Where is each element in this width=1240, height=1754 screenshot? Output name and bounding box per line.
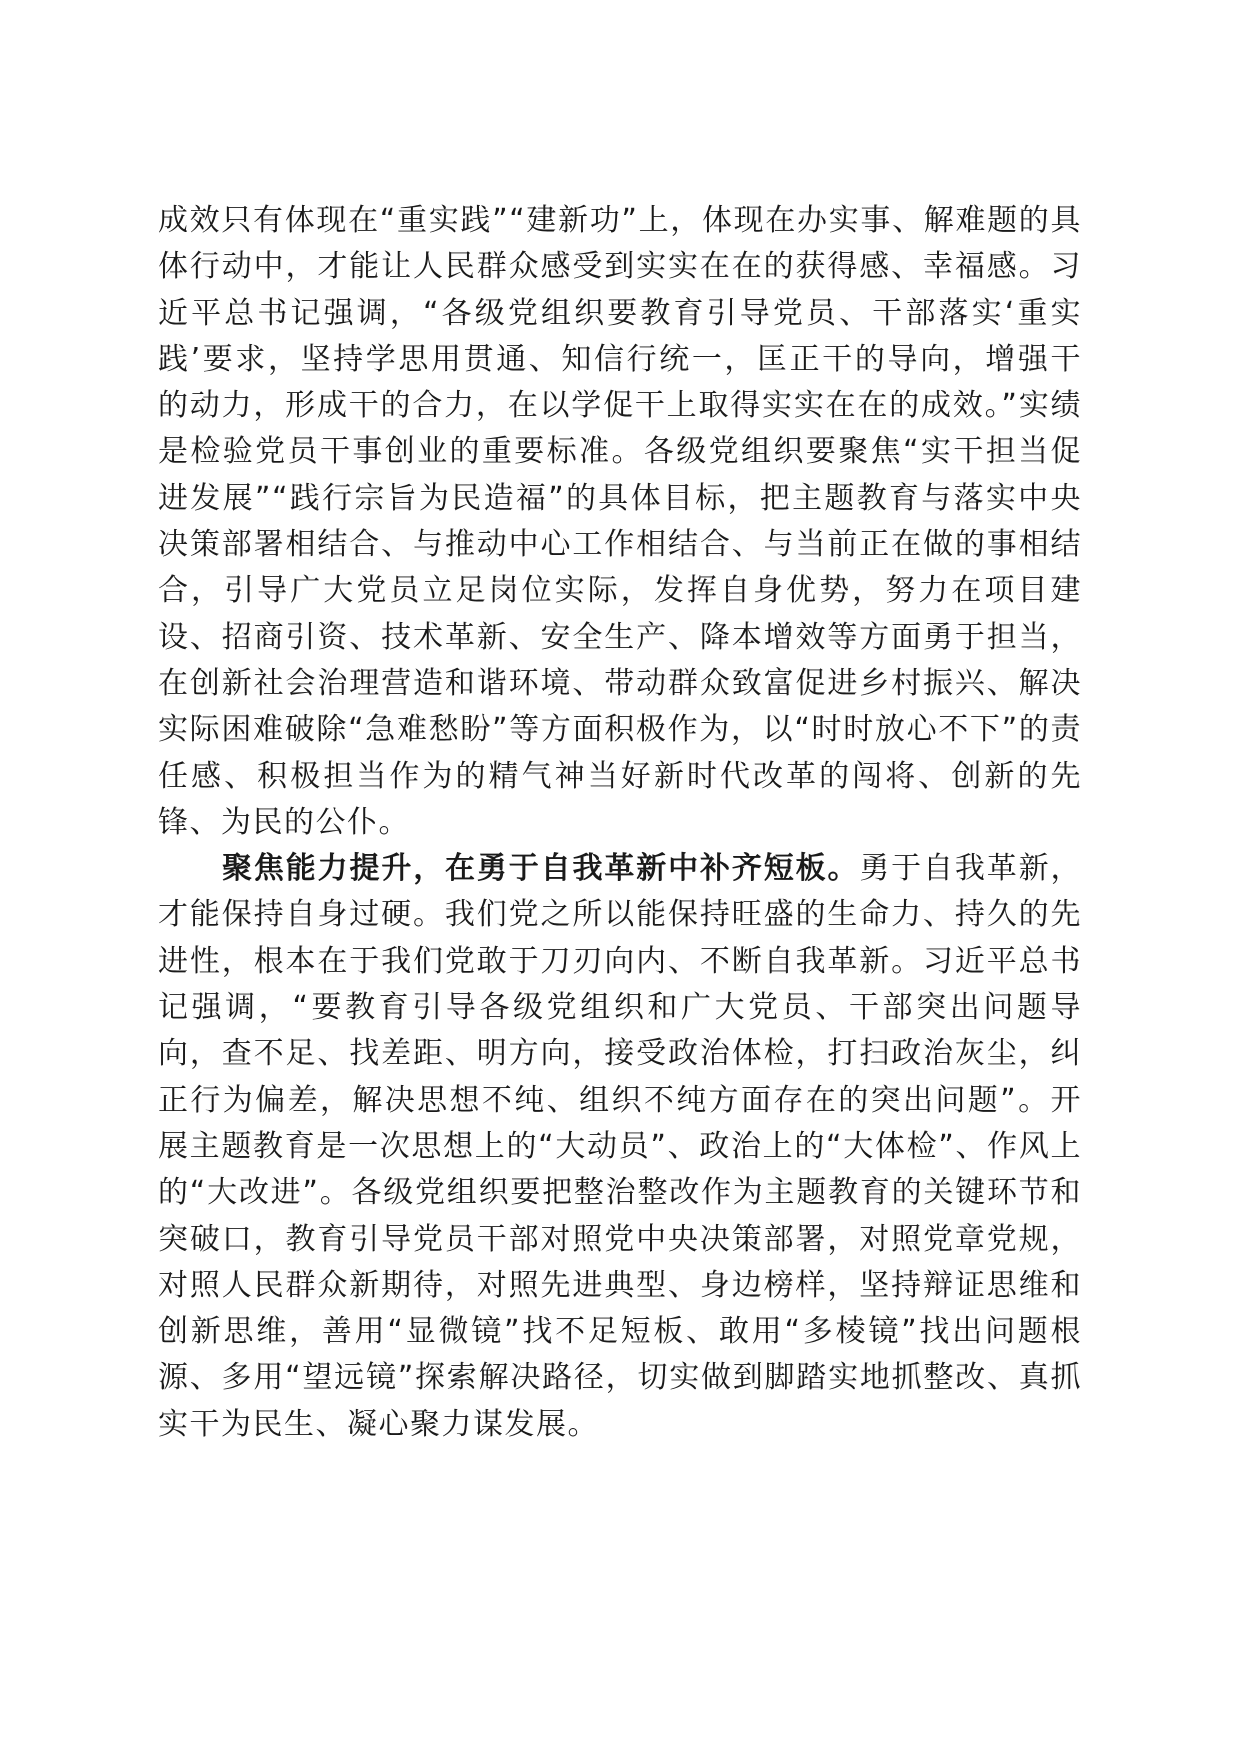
paragraph-text: 勇于自我革新，才能保持自身过硬。我们党之所以能保持旺盛的生命力、持久的先进性，根本在于我们党敢于刀刃向内、不断自我革新。习近平总书记强调，“要教育引导各级党组织和广大党员、干部突出问题导向，查不足、找差距、明方向，接受政治体检，打扫政治灰尘，纠正行为偏差，解决思想不纯、组织不纯方面存在的突出问题”。开展主题教育是一次思想上的“大动员”、政治上的“大体检”、作风上的“大改进”。各级党组织要把整治整改作为主题教育的关键环节和突破口，教育引导党员干部对照党中央决策部署，对照党章党规，对照人民群众新期待，对照先进典型、身边榜样，坚持辩证思维和创新思维，善用“显微镜”找不足短板、敢用“多棱镜”找出问题根源、多用“望远镜”探索解决路径，切实做到脚踏实地抓整改、真抓实干为民生、凝心聚力谋发展。: [158, 851, 1083, 1442]
paragraph-continuation: [158, 198, 1082, 846]
document-body: [158, 198, 1082, 1448]
paragraph-heading: 聚焦能力提升，在勇于自我革新中补齐短板。: [222, 851, 860, 887]
paragraph-capability: [158, 846, 1082, 1448]
paragraph-text: 成效只有体现在“重实践”“建新功”上，体现在办实事、解难题的具体行动中，才能让人民群众感受到实实在在的获得感、幸福感。习近平总书记强调，“各级党组织要教育引导党员、干部落实‘重实践’要求，坚持学思用贯通、知信行统一，匡正干的导向，增强干的动力，形成干的合力，在以学促干上取得实实在在的成效。”实绩是检验党员干事创业的重要标准。各级党组织要聚焦“实干担当促进发展”“践行宗旨为民造福”的具体目标，把主题教育与落实中央决策部署相结合、与推动中心工作相结合、与当前正在做的事相结合，引导广大党员立足岗位实际，发挥自身优势，努力在项目建设、招商引资、技术革新、安全生产、降本增效等方面勇于担当，在创新社会治理营造和谐环境、带动群众致富促进乡村振兴、解决实际困难破除“急难愁盼”等方面积极作为，以“时时放心不下”的责任感、积极担当作为的精气神当好新时代改革的闯将、创新的先锋、为民的公仆。: [158, 203, 1082, 840]
